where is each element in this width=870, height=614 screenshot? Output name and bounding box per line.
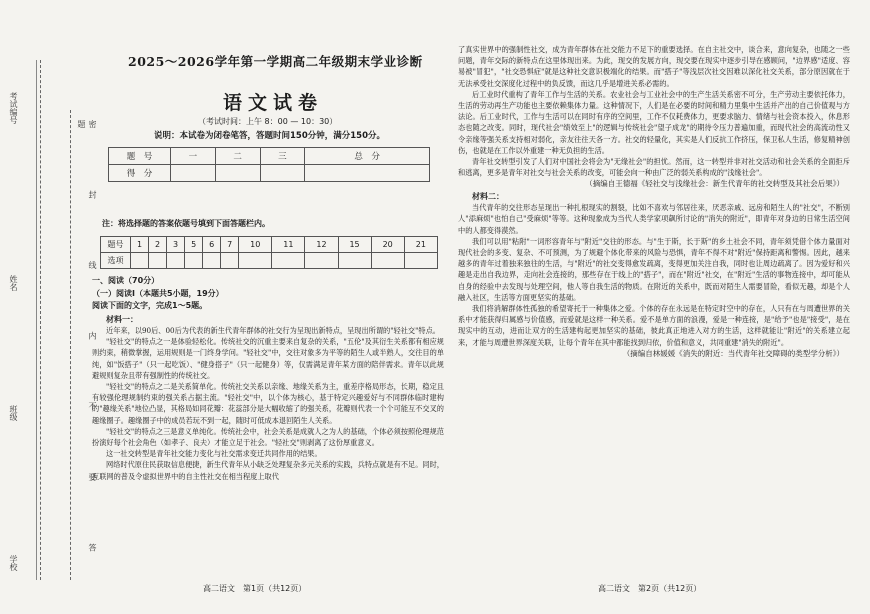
question-number: 7	[221, 237, 239, 253]
material-one-label: 材料一：	[106, 313, 138, 324]
answer-cell[interactable]	[149, 253, 167, 269]
answer-cell[interactable]	[371, 253, 404, 269]
paragraph: "轻社交"的特点之一是体验轻松化。传统社交的沉重主要来自复杂的关系，"五伦"及其衍生关系都有相应规则约束，稍微掌握，运用规则是一门终身学问。"轻社交"中，交往对象多为平等的陌生人或半熟人，交往目的单纯，如"饭搭子"（只一起吃饭）、"健身搭子"（只一起健身）等，仅需满足青年某方面的陪伴需求。青年以此规避规则复杂且带有强制性的传统社交。	[92, 337, 444, 380]
class-label: 班级	[9, 405, 18, 421]
left-page	[88, 0, 448, 614]
binding-margin	[0, 0, 58, 614]
paragraph: 当代青年的交往形态呈现出一种扎根现实的割裂，比如不喜欢与邻居往来，厌恶亲戚、远房和陌生人的"社交"，不断别人"添麻烦"也怕自己"受麻烦"等等。这种现象成为当代人类学家项飙所讨论的"消失的附近"，即青年对身边的日常生活空间中的人都变得漠然。	[458, 203, 850, 235]
right-page	[458, 0, 853, 614]
paragraph: 我们可以用"粘附"一词形容青年与"附近"交往的形态。与"生于斯，长于斯"的乡土社会不同，青年须凭借个体力量面对现代社会的多变、复杂、不可预测，为了规避个体化带来的风险与恐惧，青年不得不对"附近"保持距离和警惕。因此，越来越多的青年过着独来独往的生活，与"附近"的社交变得愈发疏离，变得更加关注自我，同时也让周边疏离了。因为爱好和兴趣是走出自我边界，走向社会连接的，那些存在于线上的"搭子"，而在"附近"社交，在"附近"生活的事物连接中，却可能从自身的经验中去发现与处理空间，他人等自我生活的物质。在附近的关系中，既而对陌生人需要冒险，看似无趣，却是个人融入社区，生活等方面更坚实的基础。	[458, 236, 850, 302]
paragraph: "轻社交"的特点之二是关系简单化。传统社交关系以亲缘、地缘关系为主，重差序格局形态，长期，稳定且有较强伦理规制约束的强关系占据主流。"轻社交"中，以个体为核心，基于特定兴趣爱好与不同群体临时建构的"趣缘关系"地位凸显，其格局如同花瓣：花蕊部分是大幅收缩了的强关系，花瓣则代表一个个可能互不交叉的趣缘圈子。趣缘圈子中的成员若玩不到一起，随时可低成本退回陌生人关系。	[92, 382, 444, 425]
answer-cell[interactable]	[131, 253, 149, 269]
name-label: 姓名	[9, 275, 18, 291]
question-number: 5	[185, 237, 203, 253]
score-cell[interactable]	[215, 165, 260, 182]
question-number: 12	[305, 237, 338, 253]
question-number: 10	[239, 237, 272, 253]
question-number: 21	[404, 237, 437, 253]
exam-title: 2025～2026学年第一学期高二年级期末学业诊断	[128, 54, 423, 69]
seal-line	[40, 60, 41, 580]
answer-row-label: 选项	[101, 253, 131, 269]
question-number: 2	[149, 237, 167, 253]
answer-cell[interactable]	[305, 253, 338, 269]
score-row-label: 得 分	[109, 165, 171, 182]
paragraph: 网络时代原住民获取信息便捷，新生代青年从小缺乏处理复杂多元关系的实践，兵特点就是有不足。同时，互联网的普及令虚拟世界中的自主性社交在相当程度上取代	[92, 460, 444, 481]
paragraph: 了真实世界中的强制性社交，成为青年群体在社交能力不足下的重要选择。在自主社交中，谈合来，意向复杂，也随之一些问题，青年交际的新特点在这里体现出来。为此，现交的发展方向，现交要在现实中逐步引导在感顾问，"边界感"适度、容易被"冒犯"，"社交恐惧症"就是这种社交意识极端化的结果。而"搭子"等浅层次社交因难以深化社交关系，部分原因就在于无法承受社交深度化过程中的负反馈，而这几乎是增进关系必需的。	[458, 45, 850, 88]
subject-title: 语文试卷	[223, 92, 324, 114]
exam-number-label: 考试编号	[9, 92, 18, 124]
score-cell[interactable]	[171, 165, 216, 182]
answer-header-label: 题号	[101, 237, 131, 253]
answer-cell[interactable]	[185, 253, 203, 269]
paragraph: 近年来，以90后、00后为代表的新生代青年群体的社交行为呈现出新特点，呈现出所谓的"轻社交"特点。	[106, 326, 440, 335]
question-number: 1	[131, 237, 149, 253]
right-body	[458, 44, 850, 576]
answer-table	[100, 236, 438, 269]
paragraph: "轻社交"的特点之三是意义单纯化。传统社会中，社会关系是成就人之为人的基础，个体必须按照伦理规范扮演好每个社会角色（如孝子、良夫）才能立足于社会。"轻社交"则剥离了这份厚重意义。	[92, 426, 444, 448]
answer-cell[interactable]	[239, 253, 272, 269]
page-footer-right: 高二语文 第2页（共12页）	[598, 584, 702, 593]
material-two-label: 材料二：	[472, 190, 504, 201]
score-header-cell: 一	[171, 148, 216, 165]
page-footer-left: 高二语文 第1页（共12页）	[203, 584, 307, 593]
paragraph: 我们将消解群体性孤独的希望寄托于一种集体之爱。个体的存在永远是在特定时空中的存在，人只有在与周遭世界的关系中才能获得归属感与价值感，而爱就是这样一种关系。爱不是单方面的浪漫，爱是一种连接，是"给予"也是"接受"，是在现实中的互动，进而让双方的生活建构起更加坚实的基础，彼此真正地进入对方的生活，这样就能让"附近"的关系建立起来，才能与周遭世界深度关联，让每个青年在其中都能找到归依，价值和意义，共同重建"消失的附近"。	[458, 303, 850, 347]
answer-cell[interactable]	[338, 253, 371, 269]
score-cell[interactable]	[260, 165, 305, 182]
question-number: 15	[338, 237, 371, 253]
paragraph: 这一社交转型是青年社交能力变化与社交需求变迁共同作用的结果。	[106, 449, 322, 459]
question-number: 11	[272, 237, 305, 253]
paragraph: 后工业时代重构了青年工作与生活的关系。农业社会与工业社会中的生产生活关系密不可分，生产劳动主要依托体力，生活的劳动再生产功能也主要依赖集体力量。这种情况下，人们是在必要的时间和精力里集中生活并产出的自己价值观与方法论。后工业时代，工作与生活可以在同时有序的空间里，工作不仅耗费体力，更要求脑力、情绪与社会资本投入，休息形态也随之改变。同时，现代社会"绩效至上"的逻辑与传统社会"望子成龙"的期待令压力普遍加重，而现代社会的高流动性又令亲缘等强关系支持相对弱化，亲友往往天各一方。社交的轻量化，其实是人们反抗工作挤压，保卫私人生活，修复精神创伤，也就是在工作以外重建一种无负担的生活。	[458, 89, 850, 155]
binding-line	[36, 60, 37, 580]
paragraph: 青年社交转型引发了人们对中国社会将会为"无缘社会"的担忧。然而，这一转型并非对社交活动和社会关系的全面拒斥和逃离，更多是青年对社交与社会关系的改变，可能会向一种由广泛的弱关系构成的"浅缘社会"。	[458, 157, 850, 178]
task-instruction: 阅读下面的文字，完成1～5题。	[92, 301, 208, 310]
left-body	[92, 275, 444, 575]
seal-warning: 密 封 线 内 不 要 答 题	[77, 120, 97, 582]
score-header-cell: 总 分	[305, 148, 430, 165]
question-number: 20	[371, 237, 404, 253]
exam-time: （考试时间：上午 8：00 — 10：30）	[198, 117, 338, 126]
answer-cell[interactable]	[272, 253, 305, 269]
question-number: 6	[203, 237, 221, 253]
score-cell[interactable]	[305, 165, 430, 182]
answer-cell[interactable]	[203, 253, 221, 269]
answer-cell[interactable]	[404, 253, 437, 269]
exam-note: 说明：本试卷为闭卷笔答，答题时间150分钟，满分150分。	[154, 131, 385, 141]
answer-instruction: 注：将选择题的答案依题号填到下面答题栏内。	[102, 219, 270, 228]
source-citation: （摘编自王德福《轻社交与浅缘社会：新生代青年的社交转型及其社会后果》）	[585, 179, 844, 189]
answer-cell[interactable]	[221, 253, 239, 269]
score-header-cell: 二	[215, 148, 260, 165]
score-table	[108, 147, 430, 182]
subsection-heading: （一）阅读Ⅰ（本题共5小题，19分）	[92, 288, 224, 298]
source-citation: （摘编自林媛媛《消失的附近：当代青年社交障碍的类型学分析》）	[622, 348, 844, 358]
answer-cell[interactable]	[167, 253, 185, 269]
section-heading: 一、阅读（70分）	[92, 276, 160, 285]
question-number: 3	[167, 237, 185, 253]
score-header-cell: 题 号	[109, 148, 171, 165]
school-label: 学校	[9, 555, 18, 571]
score-header-cell: 三	[260, 148, 305, 165]
cut-line	[70, 110, 71, 580]
